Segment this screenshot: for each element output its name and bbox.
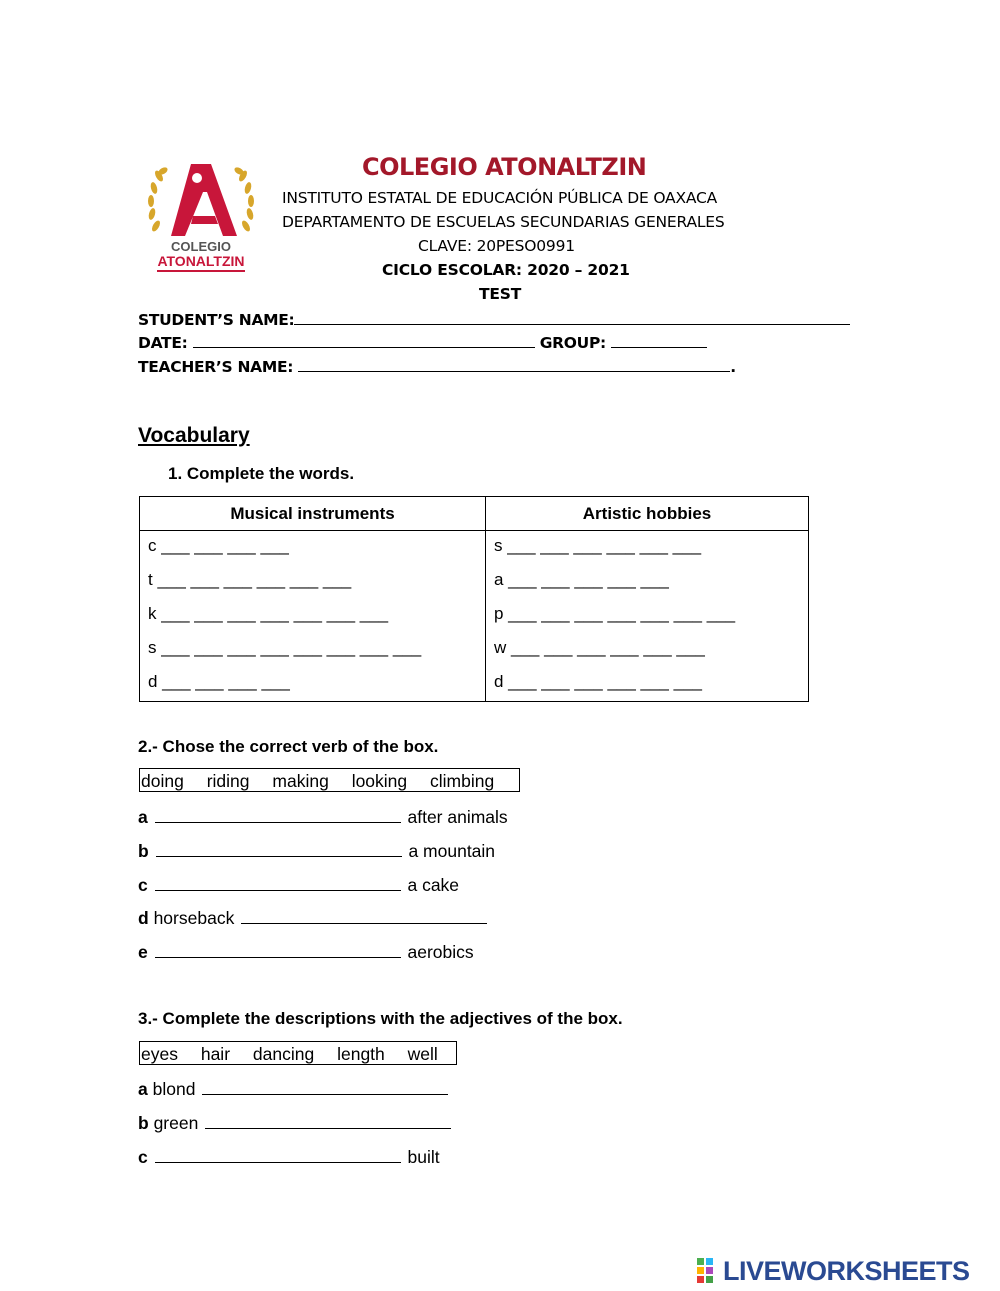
date-line[interactable]	[193, 333, 535, 348]
adjective-word-box	[139, 1041, 457, 1065]
question-2-title: 2.- Chose the correct verb of the box.	[138, 737, 439, 756]
word-option[interactable]: doing	[141, 771, 184, 791]
answer-blank[interactable]	[205, 1112, 451, 1129]
item-text: after animals	[407, 807, 508, 827]
word-blank[interactable]: w ___ ___ ___ ___ ___ ___	[494, 638, 705, 657]
item-text: green	[153, 1113, 199, 1133]
word-option[interactable]: climbing	[430, 771, 495, 791]
word-blank[interactable]: t ___ ___ ___ ___ ___ ___	[148, 570, 352, 589]
vocabulary-table	[139, 496, 809, 702]
student-name-field[interactable]	[138, 310, 850, 329]
answer-blank[interactable]	[202, 1078, 448, 1095]
word-option[interactable]: well	[407, 1044, 438, 1064]
answer-blank[interactable]	[155, 941, 401, 958]
instruments-column	[140, 531, 486, 702]
exercise-item	[138, 1112, 453, 1134]
liveworksheets-watermark	[697, 1257, 970, 1285]
item-text: a mountain	[408, 841, 496, 861]
exercise-item	[138, 907, 489, 929]
item-letter: c	[138, 875, 148, 895]
table-header-instruments: Musical instruments	[140, 497, 486, 531]
exercise-item	[138, 840, 495, 862]
teacher-name-line[interactable]	[298, 357, 730, 372]
word-blank[interactable]: d ___ ___ ___ ___	[148, 672, 290, 691]
date-label: DATE:	[138, 334, 188, 352]
exercise-item	[138, 806, 508, 828]
teacher-name-field[interactable]	[138, 357, 736, 376]
answer-blank[interactable]	[155, 806, 401, 823]
letter-a-icon	[171, 164, 237, 236]
item-letter: c	[138, 1147, 148, 1167]
liveworksheets-text: LIVEWORKSHEETS	[723, 1255, 970, 1286]
vocabulary-title: Vocabulary	[138, 424, 250, 447]
teacher-line-end: .	[730, 358, 736, 376]
student-name-label: STUDENT’S NAME:	[138, 311, 295, 329]
item-text: blond	[152, 1079, 196, 1099]
verb-word-box	[139, 768, 520, 792]
item-letter: b	[138, 841, 149, 861]
item-letter: a	[138, 1079, 148, 1099]
school-name: COLEGIO ATONALTZIN	[362, 153, 647, 181]
word-option[interactable]: eyes	[141, 1044, 178, 1064]
word-option[interactable]: dancing	[252, 1044, 315, 1064]
item-text: built	[407, 1147, 440, 1167]
school-cycle: CICLO ESCOLAR: 2020 – 2021	[382, 261, 630, 279]
date-field[interactable]	[138, 333, 707, 352]
department-name: DEPARTAMENTO DE ESCUELAS SECUNDARIAS GENERALES	[282, 213, 725, 231]
exercise-item	[138, 1078, 450, 1100]
answer-blank[interactable]	[241, 907, 487, 924]
laurel-right-icon	[233, 166, 254, 233]
group-label: GROUP:	[539, 334, 606, 352]
word-option[interactable]: making	[272, 771, 329, 791]
answer-blank[interactable]	[156, 840, 402, 857]
group-line[interactable]	[611, 333, 707, 348]
student-name-line[interactable]	[294, 310, 850, 325]
teacher-name-label: TEACHER’S NAME:	[138, 358, 294, 376]
word-option[interactable]: riding	[206, 771, 250, 791]
item-letter: b	[138, 1113, 149, 1133]
word-blank[interactable]: s ___ ___ ___ ___ ___ ___	[494, 536, 702, 555]
word-blank[interactable]: k ___ ___ ___ ___ ___ ___ ___	[148, 604, 389, 623]
exercise-item	[138, 941, 474, 963]
test-label: TEST	[479, 285, 522, 303]
item-letter: d	[138, 908, 149, 928]
exercise-item	[138, 874, 459, 896]
answer-blank[interactable]	[155, 874, 401, 891]
exercise-item	[138, 1146, 440, 1168]
word-blank[interactable]: s ___ ___ ___ ___ ___ ___ ___ ___	[148, 638, 422, 657]
word-option[interactable]: looking	[351, 771, 408, 791]
question-3-title: 3.- Complete the descriptions with the adjectives of the box.	[138, 1009, 623, 1028]
item-letter: a	[138, 807, 148, 827]
item-text: a cake	[407, 875, 460, 895]
table-header-hobbies: Artistic hobbies	[486, 497, 809, 531]
word-blank[interactable]: c ___ ___ ___ ___	[148, 536, 289, 555]
word-blank[interactable]: d ___ ___ ___ ___ ___ ___	[494, 672, 702, 691]
word-blank[interactable]: p ___ ___ ___ ___ ___ ___ ___	[494, 604, 736, 623]
liveworksheets-logo-icon	[697, 1258, 721, 1284]
logo-line1: COLEGIO	[171, 239, 231, 254]
item-letter: e	[138, 942, 148, 962]
clave-code: CLAVE: 20PESO0991	[418, 237, 575, 255]
word-option[interactable]: hair	[200, 1044, 231, 1064]
question-1-title: 1. Complete the words.	[168, 464, 355, 483]
answer-blank[interactable]	[155, 1146, 401, 1163]
laurel-left-icon	[148, 166, 169, 233]
hobbies-column	[486, 531, 809, 702]
school-logo	[145, 156, 257, 278]
logo-line2: ATONALTZIN	[157, 253, 245, 269]
word-blank[interactable]: a ___ ___ ___ ___ ___	[494, 570, 669, 589]
institute-name: INSTITUTO ESTATAL DE EDUCACIÓN PÚBLICA DE OAXACA	[282, 189, 718, 207]
word-option[interactable]: length	[337, 1044, 385, 1064]
item-text: horseback	[153, 908, 235, 928]
item-text: aerobics	[407, 942, 474, 962]
